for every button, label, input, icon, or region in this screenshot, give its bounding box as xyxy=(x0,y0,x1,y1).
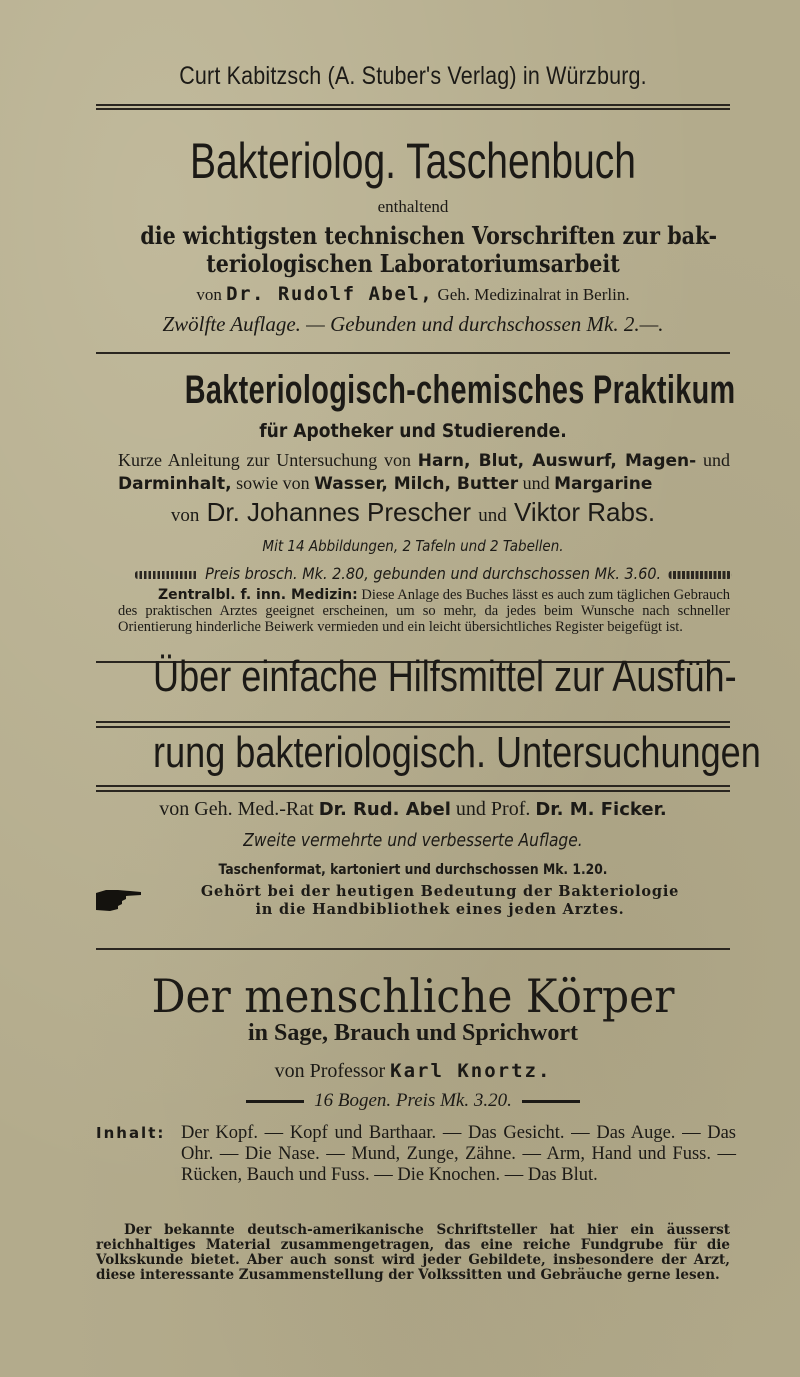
book1-subtitle-line1: die wichtigsten technischen Vorschriften zur bak- xyxy=(140,221,718,250)
book4-pages-price-line xyxy=(96,1090,730,1112)
section-divider xyxy=(96,352,730,354)
book2-author1: Dr. Johannes Prescher xyxy=(206,497,472,527)
book4-author: Karl Knortz. xyxy=(390,1060,552,1082)
book2-price: Preis brosch. Mk. 2.80, gebunden und durchschossen Mk. 3.60. xyxy=(205,564,662,583)
header-double-rule xyxy=(96,104,730,110)
section-divider xyxy=(96,948,730,950)
book2-title: Bakteriologisch-chemisches Praktikum xyxy=(184,368,736,412)
author-join: und Prof. xyxy=(455,798,531,820)
desc-bold: Harn, Blut, Auswurf, Magen- xyxy=(417,451,697,471)
author-join: und xyxy=(478,505,507,526)
book2-audience: für Apotheker und Studierende. xyxy=(259,420,567,442)
book3-title-line2: rung bakteriologisch. Untersuchungen xyxy=(153,728,761,777)
contents-label: Inhalt: xyxy=(96,1124,166,1142)
pointing-hand-icon xyxy=(96,887,142,913)
book2-author2: Viktor Rabs. xyxy=(514,497,656,527)
review-source: Zentralbl. f. inn. Medizin: xyxy=(158,587,358,603)
book2-authors xyxy=(96,497,730,528)
ornament-right-icon xyxy=(668,571,731,579)
desc-bold: Margarine xyxy=(554,474,653,494)
book4-pages-price: 16 Bogen. Preis Mk. 3.20. xyxy=(314,1090,512,1111)
desc-text: Kurze Anleitung zur Untersuchung von xyxy=(118,450,412,470)
book1-intro: enthaltend xyxy=(377,197,449,216)
title-double-rule xyxy=(96,721,730,728)
book3-authors xyxy=(96,798,730,821)
book1-edition-price: Zwölfte Auflage. — Gebunden und durchschossen Mk. 2.—. xyxy=(162,312,664,336)
ornament-left-icon xyxy=(135,571,198,579)
author-prefix: von Professor xyxy=(274,1060,386,1082)
desc-text: und xyxy=(522,473,550,493)
book1-subtitle xyxy=(140,221,718,278)
book2-review xyxy=(118,587,730,635)
book3-title-line1: Über einfache Hilfsmittel zur Ausfüh- xyxy=(153,652,737,701)
book2-illustrations: Mit 14 Abbildungen, 2 Tafeln und 2 Tabellen. xyxy=(262,537,564,555)
desc-text: sowie von xyxy=(236,473,310,493)
author-prefix: von xyxy=(170,505,200,526)
book1-subtitle-line2: teriologischen Laboratoriumsarbeit xyxy=(206,249,620,278)
book1-author-line xyxy=(96,283,730,305)
book3-format-price: Taschenformat, kartoniert und durchschossen Mk. 1.20. xyxy=(218,862,608,878)
description-text: Der bekannte deutsch-amerikanische Schriftsteller hat hier ein äusserst reichhaltiges Material zusammengetragen, das eine reiche Fundgrube für die Volkskunde bietet. Aber auch sonst wird jeder Gebildete, insbesondere der Arzt, diese interessante Zusammenstellung der Volkssitten und Gebräuche gerne lesen. xyxy=(96,1222,730,1283)
book4-contents xyxy=(96,1123,736,1186)
publisher-header: Curt Kabitzsch (A. Stuber's Verlag) in Würzburg. xyxy=(179,62,647,90)
book4-description xyxy=(96,1223,730,1283)
book3-note-line1: Gehört bei der heutigen Bedeutung der Bakteriologie xyxy=(200,883,680,900)
book4-subtitle: in Sage, Brauch und Sprichwort xyxy=(247,1020,579,1046)
author-prefix: von xyxy=(196,285,222,304)
book3-note xyxy=(140,883,740,919)
book3-edition: Zweite vermehrte und verbesserte Auflage. xyxy=(243,830,583,851)
book4-author-line xyxy=(96,1060,730,1083)
desc-bold: Wasser, Milch, Butter xyxy=(314,474,519,494)
decorative-bar xyxy=(522,1100,580,1103)
book3-author1: Dr. Rud. Abel xyxy=(318,799,451,820)
book1-title: Bakteriolog. Taschenbuch xyxy=(190,133,636,189)
book4-title: Der menschliche Körper xyxy=(151,969,675,1023)
decorative-bar xyxy=(246,1100,304,1103)
title-double-rule xyxy=(96,785,730,792)
review-text: Diese Anlage des Buches lässt es auch zum täglichen Gebrauch des praktischen Arztes geeignet erscheinen, um so mehr, da jedes beim Wunsche nach schneller Orientierung hinderliche Beiwerk vermieden und ein leicht übersichtliches Register beigefügt ist. xyxy=(118,587,731,635)
book1-author: Dr. Rudolf Abel, xyxy=(226,283,434,305)
contents-list: Der Kopf. — Kopf und Barthaar. — Das Gesicht. — Das Auge. — Das Ohr. — Die Nase. — Mund, Zunge, Zähne. — Arm, Hand und Fuss. — Rücken, Bauch und Fuss. — Die Knochen. — Das Blut. xyxy=(181,1123,736,1185)
book3-author2: Dr. M. Ficker. xyxy=(535,799,667,820)
book2-price-line xyxy=(128,564,699,583)
book3-note-line2: in die Handbibliothek eines jeden Arztes. xyxy=(255,901,625,918)
author-prefix: von Geh. Med.-Rat xyxy=(159,798,314,820)
desc-text: und xyxy=(703,450,731,470)
book2-description xyxy=(118,449,730,495)
desc-bold: Darminhalt, xyxy=(118,474,232,494)
author-title: Geh. Medizinalrat in Berlin. xyxy=(437,285,630,304)
